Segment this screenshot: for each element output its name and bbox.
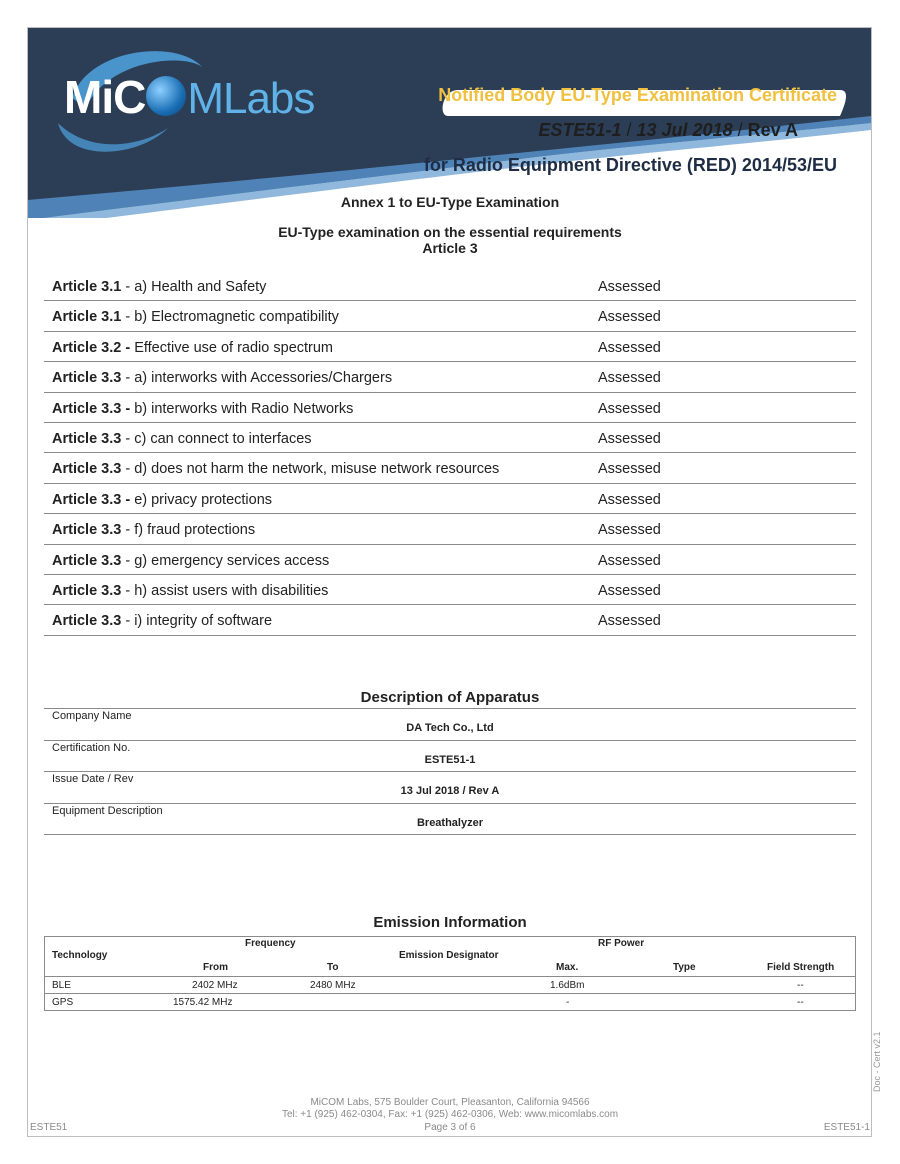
emission-title: Emission Information bbox=[373, 914, 527, 931]
article-ref: Article 3.3 bbox=[52, 430, 122, 447]
article-ref: Article 3.3 - bbox=[52, 400, 131, 417]
table-row bbox=[44, 362, 856, 392]
article-label bbox=[52, 279, 266, 295]
article-ref: Article 3.2 - bbox=[52, 339, 131, 356]
article-status: Assessed bbox=[598, 370, 661, 387]
table-row bbox=[44, 772, 856, 804]
header-to: To bbox=[327, 962, 339, 973]
article-label bbox=[52, 309, 339, 325]
field-value: DA Tech Co., Ltd bbox=[406, 722, 494, 734]
article-ref: Article 3.3 bbox=[52, 461, 122, 478]
article-status: Assessed bbox=[598, 613, 661, 630]
article-text: - i) integrity of software bbox=[121, 613, 273, 630]
directive-line: for Radio Equipment Directive (RED) 2014/53/EU bbox=[423, 155, 837, 175]
doc-version-note: Doc - Cert v2.1 bbox=[872, 1031, 882, 1092]
header-rf-power: RF Power bbox=[598, 938, 645, 949]
description-table bbox=[44, 708, 856, 835]
field-value: Breathalyzer bbox=[416, 816, 484, 829]
field-label: Certification No. bbox=[52, 741, 131, 754]
article-status: Assessed bbox=[598, 582, 661, 599]
cell-from: 2402 MHz bbox=[192, 980, 238, 991]
article-text: - a) Health and Safety bbox=[121, 279, 267, 295]
table-row bbox=[44, 301, 856, 331]
table-row bbox=[44, 484, 856, 514]
articles-table bbox=[44, 271, 856, 636]
article-text: - d) does not harm the network, misuse network resources bbox=[121, 461, 500, 478]
article-label bbox=[52, 340, 333, 356]
article-ref: Article 3.1 bbox=[52, 279, 122, 295]
cell-technology: BLE bbox=[52, 980, 71, 991]
table-row bbox=[44, 453, 856, 483]
table-row bbox=[44, 545, 856, 575]
table-row bbox=[44, 423, 856, 453]
field-label: Company Name bbox=[52, 710, 132, 722]
article-text: b) interworks with Radio Networks bbox=[130, 400, 354, 417]
article-label bbox=[52, 492, 272, 508]
header-type: Type bbox=[673, 962, 696, 973]
footer-left-code: ESTE51 bbox=[30, 1122, 68, 1133]
article-status: Assessed bbox=[598, 400, 661, 417]
article-text: - f) fraud protections bbox=[121, 522, 256, 539]
article-status: Assessed bbox=[598, 279, 661, 295]
table-row bbox=[44, 332, 856, 362]
table-row bbox=[44, 804, 856, 836]
header-technology: Technology bbox=[52, 950, 108, 961]
field-value: ESTE51-1 bbox=[424, 753, 476, 766]
article-status: Assessed bbox=[598, 491, 661, 508]
article-status: Assessed bbox=[598, 430, 661, 447]
cell-field-strength: -- bbox=[797, 980, 804, 991]
field-label: Issue Date / Rev bbox=[52, 773, 134, 785]
article-label bbox=[52, 613, 272, 629]
table-row bbox=[44, 271, 856, 301]
article-ref: Article 3.3 - bbox=[52, 491, 131, 508]
page-number: Page 3 of 6 bbox=[424, 1122, 476, 1133]
field-label: Equipment Description bbox=[52, 804, 163, 817]
article-ref: Article 3.3 bbox=[52, 522, 122, 539]
article-text: Effective use of radio spectrum bbox=[130, 339, 334, 356]
article-label bbox=[52, 461, 499, 477]
footer-address: MiCOM Labs, 575 Boulder Court, Pleasanton, California 94566 bbox=[310, 1097, 590, 1108]
emission-table bbox=[44, 936, 856, 1011]
header-max: Max. bbox=[556, 962, 579, 973]
cell-to: 2480 MHz bbox=[310, 980, 356, 991]
article-status: Assessed bbox=[598, 339, 661, 356]
cell-max: - bbox=[566, 997, 570, 1008]
table-row bbox=[44, 514, 856, 544]
table-row bbox=[44, 575, 856, 605]
globe-icon bbox=[146, 76, 186, 116]
cell-field-strength: -- bbox=[797, 997, 804, 1008]
header-frequency: Frequency bbox=[245, 938, 296, 949]
article-label bbox=[52, 401, 353, 417]
header-emission-designator: Emission Designator bbox=[399, 950, 499, 961]
article-label bbox=[52, 553, 329, 569]
article-ref: Article 3.3 bbox=[52, 582, 122, 599]
table-row bbox=[45, 993, 855, 1011]
article-text: e) privacy protections bbox=[130, 491, 273, 508]
article-ref: Article 3.1 bbox=[52, 309, 122, 326]
article-text: - g) emergency services access bbox=[121, 552, 330, 569]
article-text: - b) Electromagnetic compatibility bbox=[121, 309, 339, 326]
article-ref: Article 3.3 bbox=[52, 552, 122, 569]
cell-max: 1.6dBm bbox=[550, 980, 585, 991]
article-label bbox=[52, 370, 392, 386]
table-row bbox=[45, 976, 855, 994]
article-status: Assessed bbox=[598, 461, 661, 478]
article-label bbox=[52, 431, 312, 447]
header-from: From bbox=[203, 962, 228, 973]
article-ref: Article 3.3 bbox=[52, 613, 122, 630]
description-title: Description of Apparatus bbox=[360, 689, 540, 706]
article-text: - a) interworks with Accessories/Chargers bbox=[121, 370, 393, 387]
article-label bbox=[52, 583, 328, 599]
certificate-title: Notified Body EU-Type Examination Certificate bbox=[438, 85, 837, 105]
table-row bbox=[44, 393, 856, 423]
field-value: 13 Jul 2018 / Rev A bbox=[400, 785, 500, 797]
annex-subtitle: EU-Type examination on the essential requirements Article 3 bbox=[278, 224, 622, 256]
certificate-header bbox=[28, 28, 871, 218]
article-label bbox=[52, 522, 255, 538]
table-row bbox=[44, 605, 856, 635]
header-field-strength: Field Strength bbox=[767, 962, 835, 973]
table-row bbox=[44, 741, 856, 773]
certificate-reference: ESTE51-1 / 13 Jul 2018 / Rev A bbox=[538, 120, 798, 140]
article-text: - h) assist users with disabilities bbox=[121, 582, 329, 599]
micomlabs-logo: MiC MLabs bbox=[64, 71, 315, 123]
article-status: Assessed bbox=[598, 522, 661, 539]
table-row bbox=[44, 709, 856, 741]
article-status: Assessed bbox=[598, 552, 661, 569]
footer-contact: Tel: +1 (925) 462-0304, Fax: +1 (925) 462-0306, Web: www.micomlabs.com bbox=[281, 1109, 619, 1120]
cell-technology: GPS bbox=[52, 997, 74, 1008]
article-text: - c) can connect to interfaces bbox=[121, 430, 312, 447]
cell-from: 1575.42 MHz bbox=[173, 997, 233, 1008]
annex-title: Annex 1 to EU-Type Examination bbox=[340, 194, 560, 210]
article-ref: Article 3.3 bbox=[52, 370, 122, 387]
article-status: Assessed bbox=[598, 309, 661, 326]
footer-right-code: ESTE51-1 bbox=[823, 1122, 870, 1133]
